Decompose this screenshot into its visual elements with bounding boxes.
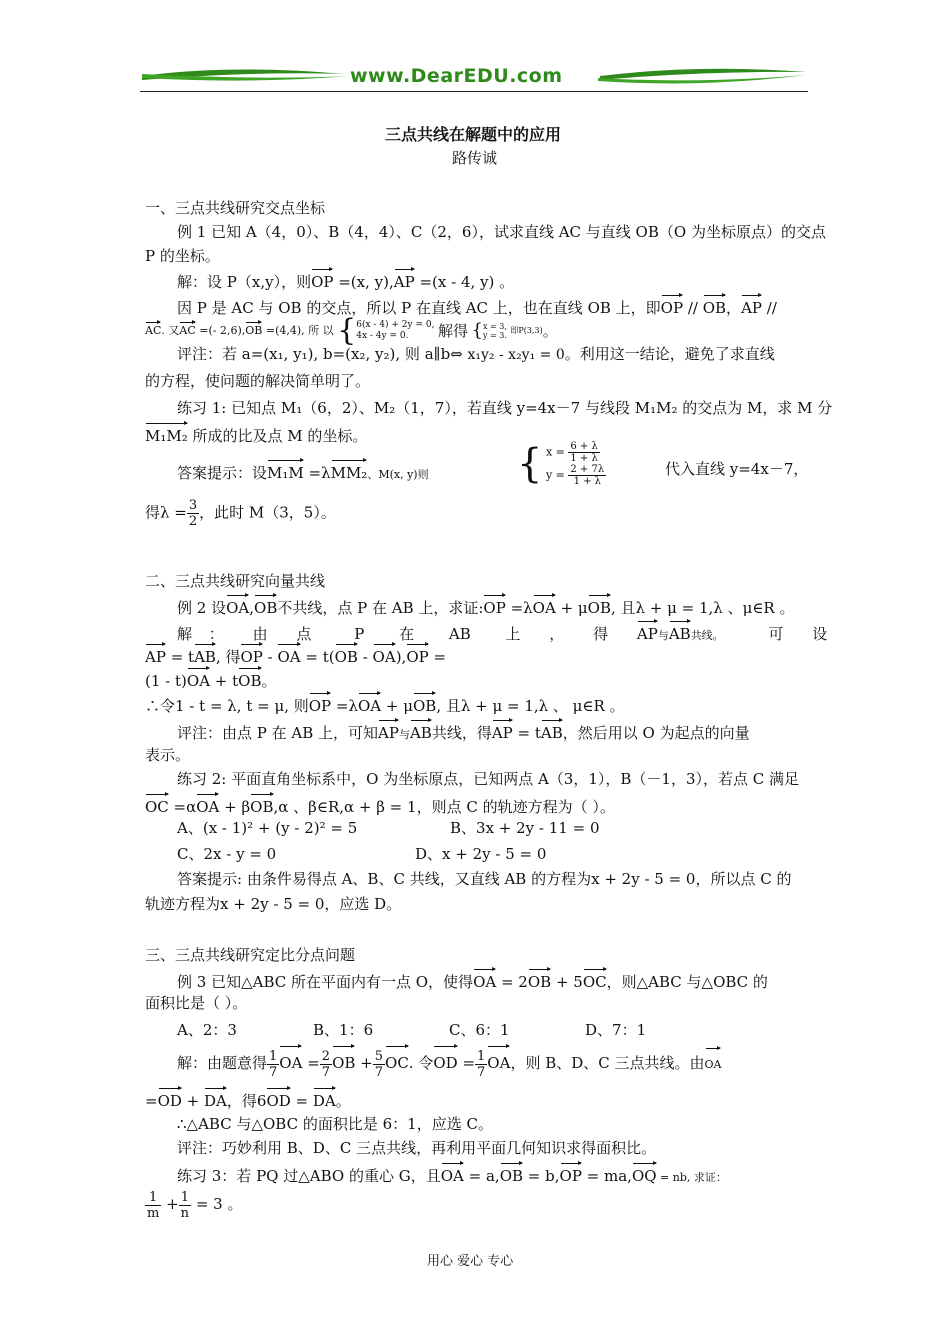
section-2-heading: 二、三点共线研究向量共线 <box>145 572 326 590</box>
solution-2-line-2: AP = tAB, 得OP - OA = t(OB - OA),OP = <box>145 642 446 668</box>
header-rule <box>140 91 808 92</box>
example-3-option-a: A、2：3 <box>177 1021 237 1039</box>
answer-1-line-2: 得λ = $\frac{3}{2}$ ，此时 M（3，5）。 <box>145 498 336 529</box>
site-logo-banner <box>140 62 808 94</box>
practice-1-line-2: M₁M₂ 所成的比及点 M 的坐标。 <box>145 421 367 447</box>
section-1-heading: 一、三点共线研究交点坐标 <box>145 199 326 217</box>
practice-1-line-1: 练习 1: 已知点 M₁（6，2）、M₂（1，7），若直线 y=4x－7 与线段 M₁M₂ 的交点为 M，求 M 分 <box>177 399 833 417</box>
example-2: 例 2 设OA,OB不共线，点 P 在 AB 上，求证:OP =λOA + μOB, 且λ + μ = 1,λ 、μ∈R 。 <box>177 593 795 619</box>
page-footer: 用心 爱心 专心 <box>427 1254 514 1269</box>
solution-3-line-1: 解：由题意得 $\frac{1}{7}$ OA = $\frac{2}{7}$ OB + $\frac{5}{7}$ OC. 令OD = $\frac{1}{7}$ OA，则 B、D、C 三点共线。由OA <box>177 1044 721 1080</box>
solution-2-line-4: ∴令1 - t = λ, t = μ, 则OP =λOA + μOB, 且λ + μ = 1,λ 、 μ∈R 。 <box>145 691 625 717</box>
example-1-line-1: 例 1 已知 A（4，0）、B（4，4）、C（2，6），试求直线 AC 与直线 OB（O 为坐标原点）的交点 <box>177 223 826 241</box>
option-c: C、2x - y = 0 <box>177 845 277 863</box>
solution-1-line-2: 因 P 是 AC 与 OB 的交点，所以 P 在直线 AC 上，也在直线 OB 上，即OP // OB，AP // <box>177 293 777 319</box>
answer-1-line-1: 答案提示：设M₁M =λMM₂、M(x, y)则 <box>177 458 429 486</box>
section-3-heading: 三、三点共线研究定比分点问题 <box>145 946 356 964</box>
page-title: 三点共线在解题中的应用 <box>385 125 562 144</box>
answer-1-line-1-end: 代入直线 y=4x－7， <box>665 460 809 478</box>
example-3-line-1: 例 3 已知△ABC 所在平面内有一点 O，使得OA = 2OB + 5OC，则△ABC 与△OBC 的 <box>177 967 768 993</box>
answer-2-line-1: 答案提示: 由条件易得点 A、B、C 共线，又直线 AB 的方程为x + 2y - 5 = 0，所以点 C 的 <box>177 870 792 888</box>
solution-3-line-2: =OD + DA，得6OD = DA。 <box>145 1086 351 1112</box>
practice-2-line-1: 练习 2: 平面直角坐标系中，O 为坐标原点，已知两点 A（3，1），B（－1，3），若点 C 满足 <box>177 770 800 788</box>
option-d: D、x + 2y - 5 = 0 <box>415 845 547 863</box>
option-a: A、(x - 1)² + (y - 2)² = 5 <box>177 819 358 837</box>
option-b: B、3x + 2y - 11 = 0 <box>450 819 600 837</box>
answer-2-line-2: 轨迹方程为x + 2y - 5 = 0，应选 D。 <box>145 895 402 913</box>
remark-3: 评注：巧妙利用 B、D、C 三点共线，再利用平面几何知识求得面积比。 <box>177 1139 657 1157</box>
example-3-option-c: C、6：1 <box>449 1021 510 1039</box>
example-3-option-b: B、1：6 <box>313 1021 374 1039</box>
example-3-option-d: D、7：1 <box>585 1021 647 1039</box>
example-3-line-2: 面积比是（ ）。 <box>145 994 248 1012</box>
remark-2-line-2: 表示。 <box>145 746 191 764</box>
remark-2-line-1: 评注：由点 P 在 AB 上，可知AP与AB共线，得AP = tAB，然后用以 O 为起点的向量 <box>177 718 750 746</box>
practice-2-line-2: OC =αOA + βOB,α 、β∈R,α + β = 1，则点 C 的轨迹方程为（ ）。 <box>145 792 615 818</box>
remark-1-line-1: 评注：若 a=(x₁, y₁), b=(x₂, y₂), 则 a∥b⇔ x₁y₂ - x₂y₁ = 0。利用这一结论，避免了求直线 <box>177 345 775 363</box>
solution-1-line-3: AC. 又AC =(- 2,6),OB =(4,4), 所 以 { 6(x - 4) + 2y = 0, 4x - 4y = 0. 解得 { x = 3, y = 3. 即P(3,3)。 <box>145 313 558 348</box>
example-1-line-2: P 的坐标。 <box>145 247 220 265</box>
practice-3-line-1: 练习 3：若 PQ 过△ABO 的重心 G，且OA = a,OB = b,OP = ma,OQ = nb, 求证： <box>177 1161 727 1189</box>
solution-3-conclusion: ∴△ABC 与△OBC 的面积比是 6：1，应选 C。 <box>177 1115 493 1133</box>
answer-1-system: { x = $\frac{6 + \lambda}{1 + \lambda}$ y = $\frac{2 + 7\lambda}{1 + \lambda}$ <box>517 441 605 487</box>
solution-1-line-1: 解：设 P（x,y），则OP =(x, y),AP =(x - 4, y) 。 <box>177 267 514 293</box>
solution-2-line-1: 解 ： 由 点 P 在 AB 上 ， 得 AP与AB共线。 可 设 <box>177 619 827 647</box>
solution-2-line-3: (1 - t)OA + tOB。 <box>145 666 277 692</box>
site-name: www.DearEDU.com <box>350 65 563 87</box>
remark-1-line-2: 的方程，使问题的解决简单明了。 <box>145 372 371 390</box>
practice-3-line-2: $\frac{1}{m}$ + $\frac{1}{n}$ = 3 。 <box>147 1189 243 1221</box>
author: 路传诚 <box>452 149 498 167</box>
